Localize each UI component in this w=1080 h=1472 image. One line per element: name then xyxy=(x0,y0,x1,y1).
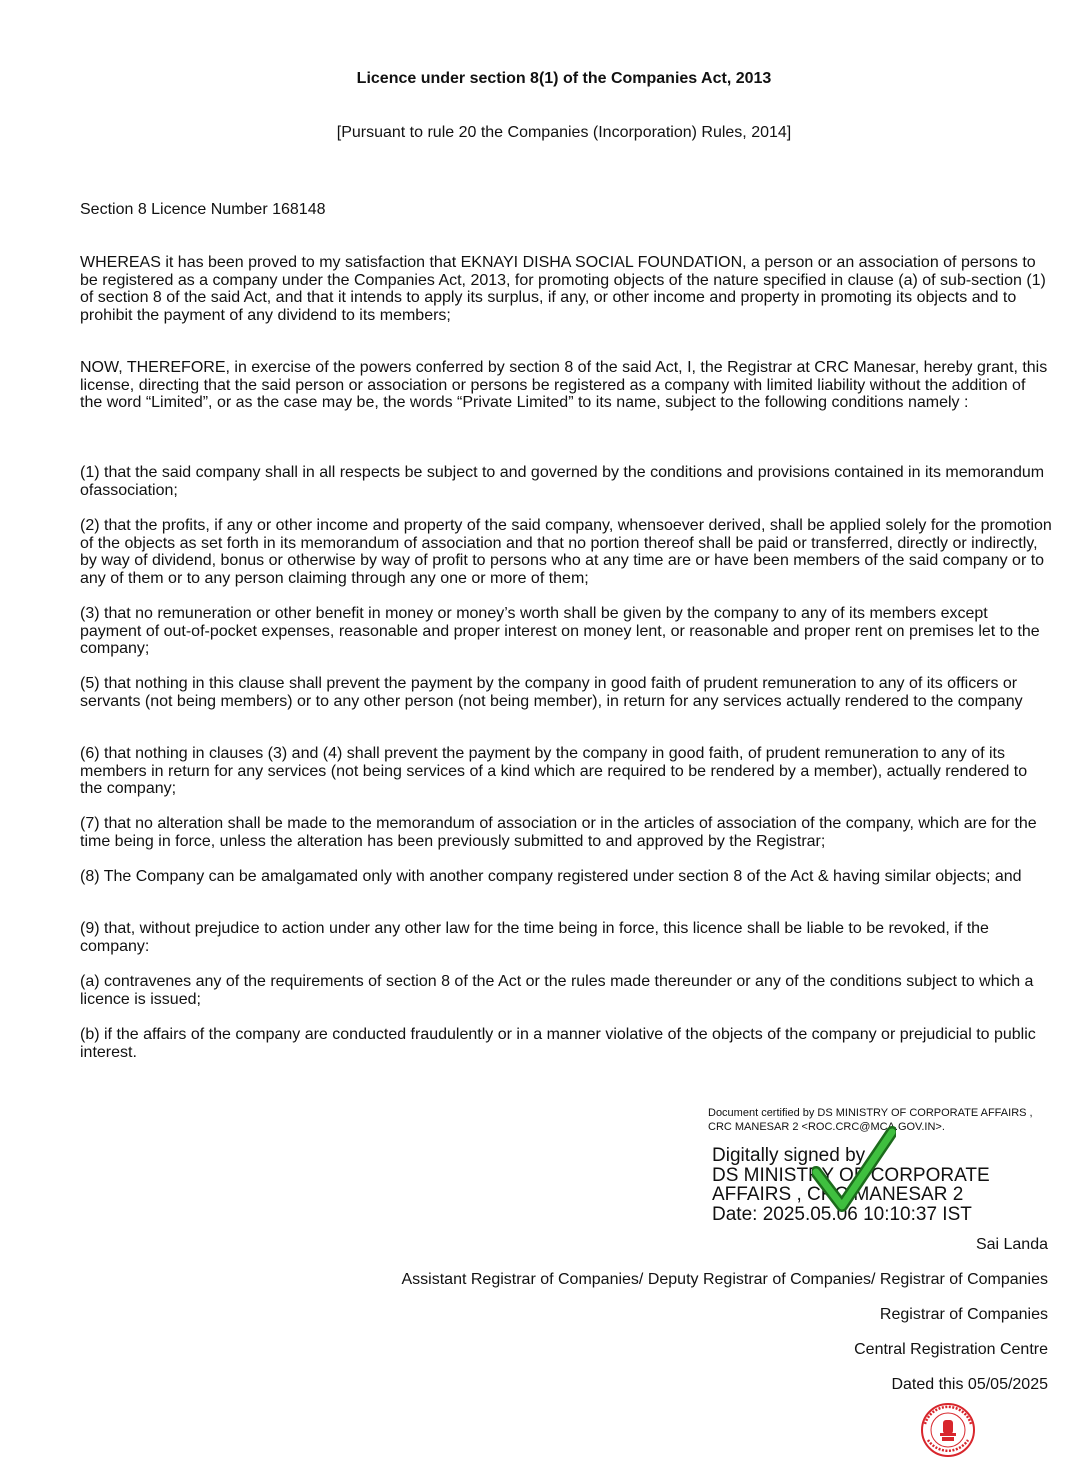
condition-8: (8) The Company can be amalgamated only with another company registered under section 8 of the Act & having similar objects; and xyxy=(80,868,1022,885)
whereas-paragraph: WHEREAS it has been proved to my satisfaction that EKNAYI DISHA SOCIAL FOUNDATION, a person or an association of persons to be registered as a company under the Companies Act, 2013, for promoting objects of the nature specified in clause (a) of sub-section (1) of section 8 of the said Act, and that it intends to apply its surplus, if any, or other income and property in promoting its objects and to prohibit the payment of any dividend to its members; xyxy=(80,254,1046,324)
licence-number: Section 8 Licence Number 168148 xyxy=(80,201,326,218)
emblem-seal-icon xyxy=(920,1402,976,1458)
document-subtitle: [Pursuant to rule 20 the Companies (Incorporation) Rules, 2014] xyxy=(336,124,792,141)
signatory-centre: Central Registration Centre xyxy=(854,1341,1048,1358)
condition-5: (5) that nothing in this clause shall prevent the payment by the company in good faith of prudent remuneration to any of its officers or servants (not being members) or to any other person (not being member), in return for any services actually rendered to the company xyxy=(80,675,1023,710)
certification-note: Document certified by DS MINISTRY OF CORPORATE AFFAIRS , CRC MANESAR 2 <ROC.CRC@MCA.GOV.IN>. xyxy=(708,1107,1033,1133)
condition-7: (7) that no alteration shall be made to the memorandum of association or in the articles of association of the company, which are for the time being in force, unless the alteration has been previously submitted to and approved by the Registrar; xyxy=(80,815,1037,850)
dated-line: Dated this 05/05/2025 xyxy=(891,1376,1048,1393)
condition-1: (1) that the said company shall in all respects be subject to and governed by the conditions and provisions contained in its memorandum ofassociation; xyxy=(80,464,1045,499)
condition-6: (6) that nothing in clauses (3) and (4) shall prevent the payment by the company in good faith, of prudent remuneration to any of its members in return for any services (not being services of a kind which are required to be rendered by a member), actually rendered to the company; xyxy=(80,745,1028,797)
condition-9: (9) that, without prejudice to action under any other law for the time being in force, this licence shall be liable to be revoked, if the company: xyxy=(80,920,989,955)
condition-2: (2) that the profits, if any or other income and property of the said company, whensoever derived, shall be applied solely for the promotion of the objects as set forth in its memorandum of association and that no portion thereof shall be paid or transferred, directly or indirectly, by way of dividend, bonus or otherwise by way of profit to persons who at any time are or have been members of the said company or to any of them or to any person claiming through any one or more of them; xyxy=(80,517,1052,587)
condition-b: (b) if the affairs of the company are conducted fraudulently or in a manner violative of the objects of the company or prejudicial to public interest. xyxy=(80,1026,1036,1061)
signer-line-1: DS MINISTRY OF CORPORATE xyxy=(712,1164,990,1186)
now-therefore-paragraph: NOW, THEREFORE, in exercise of the powers conferred by section 8 of the said Act, I, the Registrar at CRC Manesar, hereby grant, this license, directing that the said person or association or persons be registered as a company with limited liability without the addition of the word “Limited”, or as the case may be, the words “Private Limited” to its name, subject to the following conditions namely : xyxy=(80,359,1048,411)
signatory-name: Sai Landa xyxy=(975,1236,1048,1253)
signatory-designation: Assistant Registrar of Companies/ Deputy Registrar of Companies/ Registrar of Companies xyxy=(401,1271,1048,1288)
condition-3: (3) that no remuneration or other benefit in money or money’s worth shall be given by the company to any of its members except payment of out-of-pocket expenses, reasonable and proper interest on money lent, or reasonable and proper rent on premises let to the company; xyxy=(80,605,1040,657)
condition-a: (a) contravenes any of the requirements of section 8 of the Act or the rules made thereunder or any of the conditions subject to which a licence is issued; xyxy=(80,973,1034,1008)
signatory-office: Registrar of Companies xyxy=(879,1306,1048,1323)
document-title: Licence under section 8(1) of the Companies Act, 2013 xyxy=(356,70,772,87)
signed-by-label: Digitally signed by xyxy=(712,1145,866,1166)
signature-date: Date: 2025.05.06 10:10:37 IST xyxy=(712,1203,972,1225)
check-icon xyxy=(812,1126,896,1216)
signer-line-2: AFFAIRS , CRC MANESAR 2 xyxy=(712,1184,964,1205)
